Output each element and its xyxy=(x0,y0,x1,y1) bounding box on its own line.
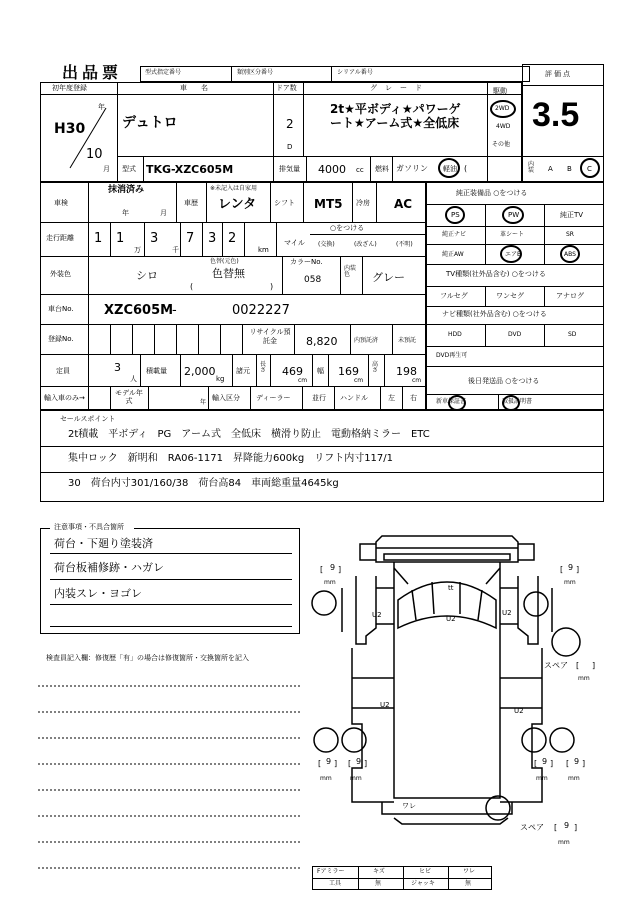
tread-rear-2: 9 xyxy=(356,757,362,766)
sales-line-1: 2t積載 平ボディ PG アーム式 全低床 横滑り防止 電動格納ミラー ETC xyxy=(68,429,430,440)
damage-wa: ワレ xyxy=(402,802,416,810)
height-value: 198 xyxy=(396,365,417,378)
legend-table xyxy=(312,866,492,890)
import-label: 輸入車のみ→ xyxy=(44,394,85,402)
history-label: 車歴 xyxy=(184,199,198,207)
genuine-title: 純正装備品 ○をつける xyxy=(456,189,528,197)
door-count: 2 xyxy=(286,117,294,131)
recycle-deposited: 内預託済 xyxy=(354,337,379,344)
sales-line-2: 集中ロック 新明和 RA06-1171 昇降能力600kg リフト内寸117/1 xyxy=(68,453,394,464)
handle-right: 右 xyxy=(410,394,417,402)
ac-label: 冷房 xyxy=(356,199,370,207)
tv-analog: アナログ xyxy=(556,292,584,300)
tread-rear-3: 9 xyxy=(542,757,548,766)
navi-hdd: HDD xyxy=(448,331,462,338)
sales-line-3: 30 荷台内寸301/160/38 荷台高84 車両総重量4645kg xyxy=(68,478,339,489)
registration-month: 10 xyxy=(86,147,103,162)
fuel-diesel-circle xyxy=(438,158,460,178)
recycle-value: 8,820 xyxy=(306,335,338,348)
year-unit: 年 xyxy=(98,103,105,111)
mileage-digit-1: 1 xyxy=(94,231,103,246)
length-label: 長さ xyxy=(260,361,267,374)
damage-u2-left: U2 xyxy=(372,611,382,619)
spare-tread: 9 xyxy=(564,821,570,830)
notes-line-2: 荷台板補修跡・ハガレ xyxy=(54,561,164,574)
mileage-digit-2: 1 xyxy=(116,231,125,246)
after-warranty-circle xyxy=(448,395,466,411)
legend-tools-value: 無 xyxy=(375,880,382,887)
chassis-dash: - xyxy=(172,303,177,318)
displacement-label: 排気量 xyxy=(279,165,300,173)
interior-grade-a: A xyxy=(548,165,553,173)
spare-unit-2: mm xyxy=(558,839,570,846)
evaluation-label: 評価点 xyxy=(545,70,572,78)
interior-color: グレー xyxy=(372,271,405,284)
equip-abs-circle xyxy=(560,245,580,263)
drive-other: その他 xyxy=(492,141,511,148)
capacity-unit: 人 xyxy=(130,375,137,383)
legend-header-3: ヒビ xyxy=(419,868,432,875)
equip-ps: PS xyxy=(451,211,460,219)
equip-airbag: エアB xyxy=(505,251,522,258)
shift-label: シフト xyxy=(274,199,295,207)
navi-title: ナビ種類(社外品含む) ○をつける xyxy=(442,310,547,318)
tread-rear-1-unit: mm xyxy=(320,775,332,782)
width-unit: cm xyxy=(354,377,364,384)
tread-front-right: 9 xyxy=(568,563,574,572)
interior-color-label: 内装色 xyxy=(344,265,357,278)
mileage-label: 走行距離 xyxy=(46,234,74,242)
mileage-digit-5: 3 xyxy=(208,231,217,246)
navi-sd: SD xyxy=(568,331,577,338)
damage-u2-rear-left: U2 xyxy=(380,701,390,709)
history-note: ※未記入は自家用 xyxy=(210,185,258,192)
km-unit: km xyxy=(258,246,269,254)
legend-header-4: ワレ xyxy=(463,868,476,875)
damage-u2-rear-right: U2 xyxy=(514,707,524,715)
model-label: 型式 xyxy=(122,165,136,173)
drive-2wd: 2WD xyxy=(495,105,510,112)
inspector-lines xyxy=(38,668,308,888)
equip-aw: 純正AW xyxy=(442,251,464,258)
car-name-label: 車名 xyxy=(180,84,222,92)
after-manual-circle xyxy=(502,395,520,411)
ac-value: AC xyxy=(394,197,413,211)
import-parallel: 並行 xyxy=(312,394,326,402)
notes-line-3: 内装スレ・ヨゴレ xyxy=(54,587,142,600)
equip-leather: 革シート xyxy=(500,231,525,238)
registration-year: H30 xyxy=(54,121,86,137)
damage-u2-right: U2 xyxy=(502,609,512,617)
color-no-label: カラーNo. xyxy=(290,258,323,266)
color-change: 色替無 xyxy=(212,267,245,280)
equip-ps-circle xyxy=(445,206,465,224)
legend-header-2: キズ xyxy=(373,868,385,875)
height-unit: cm xyxy=(412,377,422,384)
damage-u2-center: U2 xyxy=(446,615,456,623)
chassis-label: 車台No. xyxy=(48,305,74,313)
recycle-label: リサイクル預託金 xyxy=(249,328,291,345)
registration-no-label: 登録No. xyxy=(48,335,74,343)
exterior-color: シロ xyxy=(136,269,158,282)
after-warranty: 新車保証書 xyxy=(436,398,467,405)
equip-tv: 純正TV xyxy=(560,211,584,219)
inspection-month-unit: 月 xyxy=(160,209,167,217)
mileage-digit-4: 7 xyxy=(186,231,195,246)
equip-pw: PW xyxy=(508,211,520,219)
tv-title: TV種類(社外品含む) ○をつける xyxy=(446,270,546,278)
damage-tt: tt xyxy=(448,584,454,592)
model-code: TKG-XZC605M xyxy=(146,163,234,176)
mileage-digit-6: 2 xyxy=(228,231,237,246)
length-unit: cm xyxy=(298,377,308,384)
width-label: 幅 xyxy=(317,367,324,375)
handle-label: ハンドル xyxy=(340,394,368,402)
meter-circle-note: ○をつける xyxy=(330,224,365,232)
tread-front-left: 9 xyxy=(330,563,336,572)
fuel-gasoline: ガソリン xyxy=(396,164,428,173)
grade-label: グレード xyxy=(370,84,430,92)
exterior-color-label: 外装色 xyxy=(50,270,71,278)
shift-value: MT5 xyxy=(314,197,343,211)
color-no: 058 xyxy=(304,275,322,285)
man-unit: 万 xyxy=(134,246,141,254)
drive-4wd: 4WD xyxy=(496,123,511,130)
truck-diagram xyxy=(312,528,572,868)
legend-tools-label: 工具 xyxy=(329,880,342,887)
load-value: 2,000 xyxy=(184,365,216,378)
interior-grade-b: B xyxy=(567,165,572,173)
chassis-number: 0022227 xyxy=(232,303,290,318)
sales-points-label: セールスポイント xyxy=(60,415,116,423)
displacement-unit: cc xyxy=(356,166,364,174)
header-fields-row xyxy=(140,66,530,82)
first-registration-label: 初年度登録 xyxy=(52,84,87,92)
displacement: 4000 xyxy=(318,163,346,176)
grade-text: 2t★平ボディ★パワーゲート★アーム式★全低床 xyxy=(330,102,461,130)
tread-rear-4-unit: mm xyxy=(568,775,580,782)
equip-abs: ABS xyxy=(564,251,576,258)
notes-label: 注意事項・不具合箇所 xyxy=(54,523,124,531)
legend-header-1: Fアミラー xyxy=(317,868,345,875)
page-title: 出品票 xyxy=(62,63,123,82)
chassis-model: XZC605M xyxy=(104,303,174,318)
category-number-label: 類別区分番号 xyxy=(237,69,274,76)
mile-label: マイル xyxy=(284,239,305,247)
recycle-not-deposited: 未預託 xyxy=(398,337,417,344)
dvd-playback: DVD再生可 xyxy=(436,352,468,359)
spare-unit-1: mm xyxy=(578,675,590,682)
width-value: 169 xyxy=(338,365,359,378)
after-title: 後日発送品 ○をつける xyxy=(468,377,540,385)
equip-sr: SR xyxy=(566,231,574,238)
tread-rear-3-unit: mm xyxy=(536,775,548,782)
tv-oneseg: ワンセグ xyxy=(496,292,524,300)
legend-jack-value: 無 xyxy=(465,880,472,887)
door-count-label: ドア数 xyxy=(276,84,297,92)
import-type-label: 輸入区分 xyxy=(212,394,240,402)
serial-number-label: シリアル番号 xyxy=(337,69,373,76)
month-unit: 月 xyxy=(103,165,110,173)
tv-fullseg: フルセグ xyxy=(440,292,468,300)
interior-label: 内装 xyxy=(528,161,535,174)
tread-front-right-unit: mm xyxy=(564,579,576,586)
equip-pw-circle xyxy=(502,206,524,224)
inspector-label: 検査員記入欄：修復歴「有」の場合は修復箇所・交換箇所を記入 xyxy=(46,654,249,662)
load-label: 積載量 xyxy=(146,367,167,375)
capacity-label: 定員 xyxy=(56,367,70,375)
inspection-label: 車検 xyxy=(54,199,68,207)
drive-label: 駆動 xyxy=(493,87,507,95)
evaluation-score: 3.5 xyxy=(532,96,580,134)
equip-airbag-circle xyxy=(500,245,522,263)
height-label: 高さ xyxy=(372,361,379,374)
fuel-label: 燃料 xyxy=(375,165,389,173)
capacity-value: 3 xyxy=(114,361,121,374)
import-dealer: ディーラー xyxy=(256,394,291,402)
legend-jack-label: ジャッキ xyxy=(411,880,435,887)
car-name: デュトロ xyxy=(122,115,178,131)
type-designation-label: 型式指定番号 xyxy=(145,69,182,76)
size-label: 諸元 xyxy=(236,367,250,375)
load-unit: kg xyxy=(216,375,225,383)
history-value: レンタ xyxy=(218,197,257,212)
inspection-status: 抹消済み xyxy=(108,185,145,195)
drive-2wd-circle xyxy=(490,100,516,118)
meter-unknown: (不明) xyxy=(396,241,413,248)
tread-front-left-unit: mm xyxy=(324,579,336,586)
inspection-year-unit: 年 xyxy=(122,209,129,217)
color-change-label: 色替(元色) xyxy=(210,258,239,265)
equip-navi: 純正ナビ xyxy=(442,231,467,238)
navi-dvd: DVD xyxy=(508,331,522,338)
model-year-label: モデル年式 xyxy=(115,389,143,405)
tread-rear-1: 9 xyxy=(326,757,332,766)
spare-label-2: スペア xyxy=(520,823,544,832)
sen-unit: 千 xyxy=(172,246,179,254)
meter-exchanged: (交換) xyxy=(318,241,335,248)
handle-left: 左 xyxy=(388,394,395,402)
meter-tampered: (改ざん) xyxy=(354,241,377,248)
interior-grade-circle xyxy=(580,158,600,178)
notes-line-1: 荷台・下廻り塗装済 xyxy=(54,537,153,550)
door-unit: D xyxy=(287,143,293,151)
spare-label-1: スペア xyxy=(544,661,568,670)
tread-rear-2-unit: mm xyxy=(350,775,362,782)
interior-grade-c: C xyxy=(587,165,592,173)
mileage-digit-3: 3 xyxy=(150,231,159,246)
after-manual: 取扱説明書 xyxy=(502,398,533,405)
length-value: 469 xyxy=(282,365,303,378)
tread-rear-4: 9 xyxy=(574,757,580,766)
fuel-diesel: 軽油 xyxy=(443,165,457,173)
model-year-unit: 年 xyxy=(200,399,207,406)
